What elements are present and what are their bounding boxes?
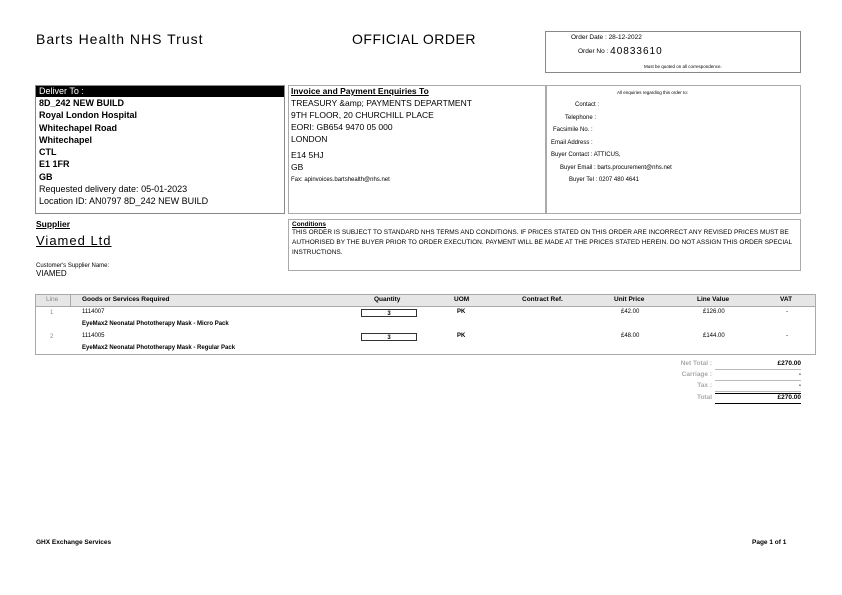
carriage-label: Carriage : [681,371,712,378]
buyer-telephone: Buyer Tel : 0207 480 4641 [569,177,639,183]
invoice-enquiries-box [288,85,546,214]
conditions-box [288,219,801,271]
deliver-line: Royal London Hospital [39,110,137,121]
row-line-number: 2 [50,334,54,340]
row-unit-price: £48.00 [621,333,640,339]
buyer-contact: Buyer Contact : ATTICUS, [551,152,621,158]
row-vat: - [786,309,788,315]
carriage-rule [715,380,801,381]
invoice-line: EORI: GB654 9470 05 000 [291,122,393,132]
net-total-label: Net Total : [680,360,712,367]
row-line-value: £144.00 [703,333,725,339]
row-quantity: 3 [361,333,417,341]
tax-rule [715,391,801,392]
header-contract-ref: Contract Ref. [522,296,563,303]
invoice-line: TREASURY &amp; PAYMENTS DEPARTMENT [291,98,472,108]
invoice-title: Invoice and Payment Enquiries To [291,86,429,96]
row-code: 1114007 [82,309,105,315]
enquiries-note: All enquiries regarding this order to: [617,90,689,95]
row-code: 1114005 [82,333,105,339]
order-number-row [578,46,663,57]
footer-provider: GHX Exchange Services [36,539,112,546]
net-total-value: £270.00 [777,360,801,367]
row-line-value: £126.00 [703,309,725,315]
row-quantity: 3 [361,309,417,317]
invoice-line: LONDON [291,134,328,144]
deliver-line: E1 1FR [39,159,70,170]
deliver-line: Whitechapel Road [39,122,118,133]
invoice-country: GB [291,162,304,172]
row-vat: - [786,333,788,339]
total-value: £270.00 [777,394,801,401]
total-rule-bottom [715,403,801,404]
table-header [36,295,815,307]
tax-label: Tax : [697,382,712,389]
net-total-rule [715,369,801,370]
facsimile-label: Facsimile No. : [553,127,593,133]
row-unit-price: £42.00 [621,309,640,315]
quote-note: Must be quoted on all correspondence. [644,64,722,69]
header-quantity: Quantity [374,296,401,303]
invoice-line: 9TH FLOOR, 20 CHURCHILL PLACE [291,110,434,120]
deliver-line: CTL [39,147,57,158]
order-number: 40833610 [610,46,663,57]
conditions-text: THIS ORDER IS SUBJECT TO STANDARD NHS TERMS AND CONDITIONS. IF PRICES STATED ON THIS ORDER ARE INCORRECT ANY REVISED PRICES MUST BE AUTHORISED BY THE BUYER PRIOR TO ORDER EXECUTION. PAYMENT WILL BE MADE AT THE PRICES STATED HEREIN. DO NOT ASSIGN THIS ORDER SPECIAL INSTRUCTIONS. [292,229,792,256]
row-line-number: 1 [50,310,54,316]
telephone-label: Telephone : [565,115,597,121]
order-info-box [545,31,801,73]
requested-delivery-date: Requested delivery date: 05-01-2023 [39,184,188,195]
row-uom: PK [457,333,466,339]
page-number: Page 1 of 1 [752,539,787,546]
row-description: EyeMax2 Neonatal Phototherapy Mask - Regular Pack [82,345,236,351]
header-divider [70,295,71,306]
tax-value: - [798,382,801,389]
header-unit-price: Unit Price [614,296,645,303]
header-line-value: Line Value [697,296,730,303]
total-label: Total [696,394,712,401]
deliver-to-title: Deliver To : [36,86,284,97]
deliver-line: Whitechapel [39,134,93,145]
location-id: Location ID: AN0797 8D_242 NEW BUILD [39,196,209,207]
header-line: Line [46,296,59,303]
deliver-line: 8D_242 NEW BUILD [39,98,125,108]
email-label: Email Address : [551,140,593,146]
order-lines-table [35,294,816,355]
supplier-name: Viamed Ltd [36,233,112,248]
customer-supplier-name-label: Customer's Supplier Name: [36,263,110,269]
header-vat: VAT [780,296,793,303]
carriage-value: - [798,371,801,378]
contact-label: Contact : [575,102,600,108]
header-goods: Goods or Services Required [82,296,170,303]
order-date: Order Date : 28-12-2022 [571,34,642,41]
trust-name: Barts Health NHS Trust [36,31,204,47]
invoice-fax: Fax: apinvoices.bartshealth@nhs.net [291,177,390,183]
row-uom: PK [457,309,466,315]
row-description: EyeMax2 Neonatal Phototherapy Mask - Micro Pack [82,321,229,327]
invoice-postcode: E14 5HJ [291,150,324,160]
order-number-label: Order No : [578,48,609,55]
supplier-title: Supplier [36,219,71,229]
buyer-email: Buyer Email : barts.procurement@nhs.net [560,165,672,171]
document-title: OFFICIAL ORDER [352,31,476,47]
customer-supplier-name: VIAMED [36,269,67,278]
deliver-line: GB [39,171,53,182]
header-uom: UOM [454,296,470,303]
deliver-to-box [35,85,285,214]
buyer-contact-box [546,85,801,214]
conditions-title: Conditions [292,221,326,228]
